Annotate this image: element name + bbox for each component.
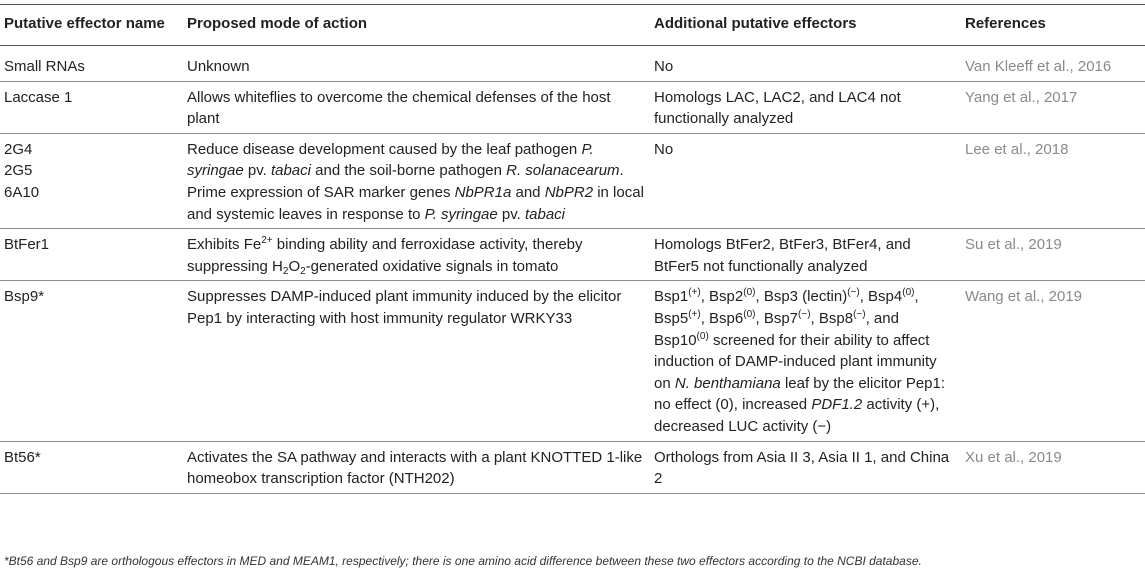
table-header (0, 5, 1145, 46)
species-name: P. syringae (187, 140, 594, 180)
effector-label: Bsp10 (654, 331, 697, 349)
table-row (0, 281, 1145, 441)
mode-of-action (183, 133, 650, 228)
table-row (0, 81, 1145, 133)
effect-marker: (−) (847, 287, 860, 299)
text: in local and systemic leaves in response to (187, 183, 644, 223)
text: Exhibits Fe (187, 236, 262, 254)
pathovar-name: tabaci (270, 162, 311, 180)
header-row (0, 5, 1145, 46)
reference-link[interactable]: Wang et al., 2019 (965, 288, 1083, 306)
additional-effectors: No (654, 58, 674, 75)
additional-effectors: Bsp1(+), Bsp2$^{(0)}$, Bsp3 (lectin)(−), Bsp4$^{(0)}$, Bsp5(+), Bsp6$^{(0)}$, Bsp7(−), Bsp8(−), and Bsp10$^{(0)}$ screened for their ability to affect induction of DAMP-induced plant immunity on N. benthamiana leaf by the elicitor Pep1: no effect (0), increased PDF1.2 activity (+), decreased LUC activity (−) (654, 287, 946, 435)
reference-link[interactable]: Su et al., 2019 (965, 236, 1062, 254)
additional-effectors: No (654, 140, 674, 158)
effector-name-line: 2G5 (4, 162, 33, 180)
table-row (0, 441, 1145, 493)
pathovar-name: tabaci (524, 205, 566, 223)
effector-label: Bsp5 (654, 309, 689, 327)
effector-name (0, 133, 183, 228)
mode-of-action: Activates the SA pathway and interacts with a plant KNOTTED 1-like homeobox transcription factor (NTH202) (187, 448, 643, 488)
subscript: 2 (282, 265, 289, 277)
superscript: 2+ (261, 235, 273, 247)
gene-name: NbPR2 (544, 183, 594, 201)
effector-name-line: 2G4 (4, 140, 33, 158)
effector-name: Small RNAs (4, 58, 85, 75)
reference-link[interactable]: Van Kleeff et al., 2016 (965, 58, 1112, 75)
effect-marker: (−) (798, 308, 811, 320)
effect-marker: (−) (853, 308, 866, 320)
effect-marker: (0) (743, 308, 756, 320)
mode-of-action: Allows whiteflies to overcome the chemical defenses of the host plant (187, 88, 611, 128)
text: activity (+), decreased LUC activity (−) (654, 396, 940, 435)
reference-link[interactable]: Yang et al., 2017 (965, 88, 1078, 106)
effectors-table (0, 4, 1145, 494)
text: pv. (247, 162, 267, 180)
gene-name: PDF1.2 (811, 396, 863, 414)
header-additional-effectors: Additional putative effectors (654, 15, 857, 32)
effect-marker: (+) (688, 308, 701, 320)
mode-of-action: Unknown (187, 58, 250, 75)
text: -generated oxidative signals in tomato (305, 257, 559, 275)
effector-label: Bsp4 (868, 288, 903, 306)
header-references: References (965, 15, 1046, 32)
effect-marker: (+) (688, 287, 701, 299)
table-footnote: *Bt56 and Bsp9 are orthologous effectors in MED and MEAM1, respectively; there is one amino acid difference between these two effectors according to the NCBI database. (4, 554, 922, 568)
reference-link[interactable]: Xu et al., 2019 (965, 448, 1062, 466)
reference-link[interactable]: Lee et al., 2018 (965, 140, 1069, 158)
text: pv. (501, 205, 521, 223)
text: binding ability and ferroxidase activity, thereby suppressing H (187, 236, 583, 275)
text: . Prime expression of SAR marker genes (187, 162, 624, 201)
header-mode-of-action: Proposed mode of action (187, 15, 368, 32)
subscript: 2 (300, 265, 306, 277)
effector-name-line: 6A10 (4, 183, 40, 201)
effector-label: Bsp6 (709, 309, 744, 327)
text: O (288, 257, 301, 275)
effector-label: Bsp3 (lectin) (763, 288, 848, 306)
species-name: P. syringae (424, 205, 498, 223)
effect-marker: (0) (902, 287, 915, 299)
mode-of-action (183, 229, 650, 281)
effector-name: Bsp9* (4, 288, 45, 306)
species-name: N. benthamiana (674, 374, 781, 392)
effector-label: Bsp1 (654, 288, 689, 306)
additional-effectors: Orthologs from Asia II 3, Asia II 1, and China 2 (654, 448, 950, 488)
text: and the soil-borne pathogen (315, 162, 502, 180)
effect-marker: (0) (743, 287, 756, 299)
table-row (0, 133, 1145, 228)
effector-name: BtFer1 (4, 236, 50, 254)
text: leaf by the elicitor Pep1: no effect (0), increased (654, 374, 946, 414)
gene-name: NbPR1a (454, 183, 512, 201)
additional-effectors: Homologs BtFer2, BtFer3, BtFer4, and BtFer5 not functionally analyzed (654, 236, 911, 275)
table-row (0, 229, 1145, 281)
text: and (515, 183, 541, 201)
effector-name: Bt56* (4, 448, 41, 466)
header-effector-name: Putative effector name (4, 15, 165, 32)
text: and (873, 309, 899, 327)
effector-label: Bsp2 (709, 288, 744, 306)
text: screened for their ability to affect induction of DAMP-induced plant immunity on (654, 331, 937, 392)
effector-name: Laccase 1 (4, 88, 73, 106)
table-row (0, 46, 1145, 82)
mode-of-action: Suppresses DAMP-induced plant immunity induced by the elicitor Pep1 by interacting with host immunity regulator WRKY33 (187, 288, 622, 327)
effect-marker: (0) (696, 330, 709, 342)
additional-effectors: Homologs LAC, LAC2, and LAC4 not functionally analyzed (654, 88, 901, 128)
text: Reduce disease development caused by the leaf pathogen (187, 140, 578, 158)
effector-label: Bsp7 (763, 309, 799, 327)
species-name: R. solanacearum (506, 162, 620, 180)
effector-label: Bsp8 (818, 309, 854, 327)
